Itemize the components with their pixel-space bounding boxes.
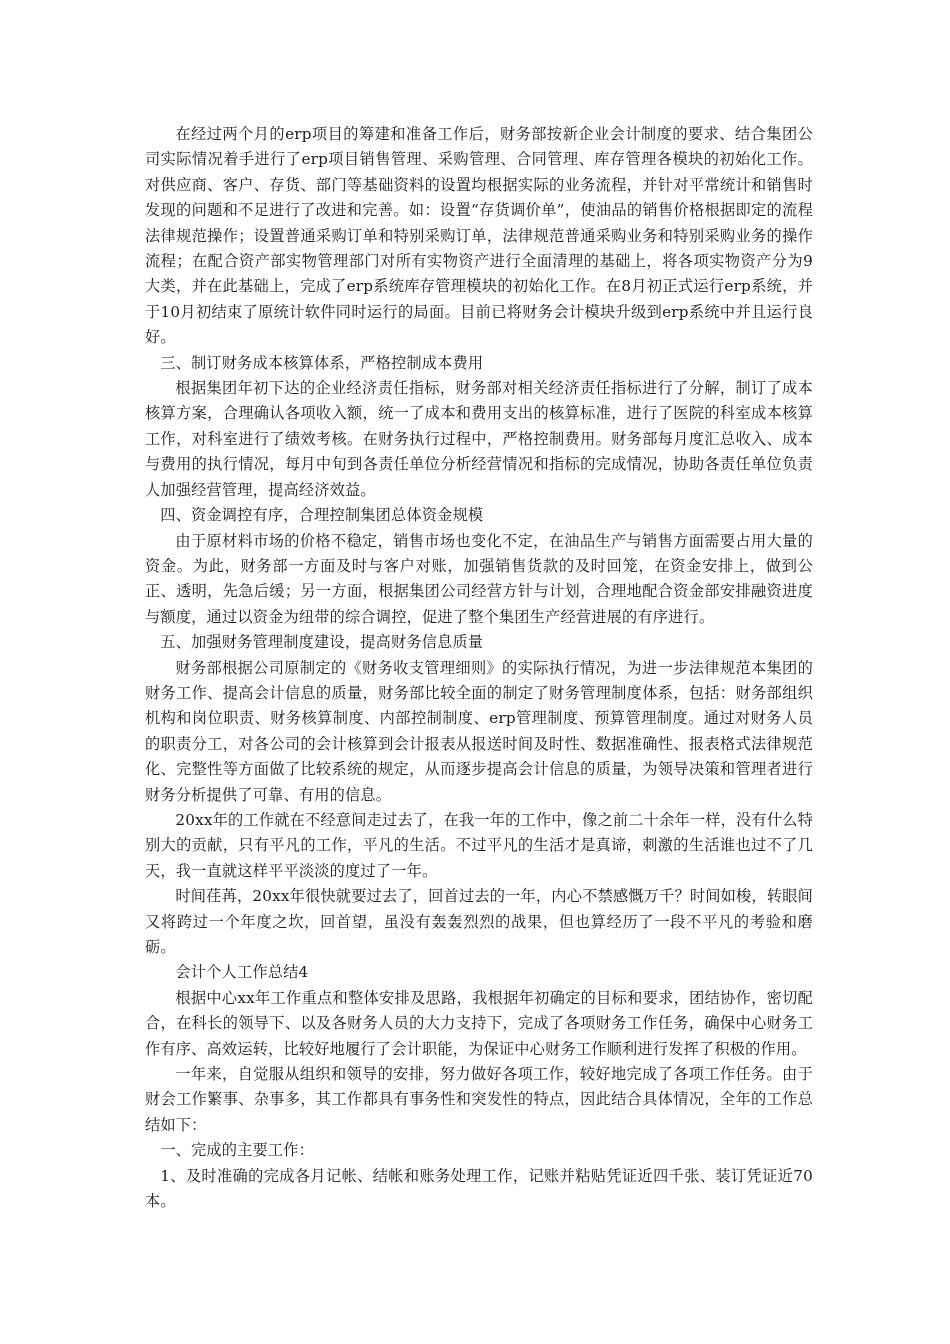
paragraph-management-system: 财务部根据公司原制定的《财务收支管理细则》的实际执行情况，为进一步法律规范本集团的财务工作、提高会计信息的质量，财务部比较全面的制定了财务管理制度体系，包括：财务部组织机构和岗位职责、财务核算制度、内部控制制度、erp管理制度、预算管理制度。通过对财务人员的职责分工，对各公司的会计核算到会计报表从报送时间及时性、数据准确性、报表格式法律规范化、完整性等方面做了比较系统的规定，从而逐步提高会计信息的质量，为领导决策和管理者进行财务分析提供了可靠、有用的信息。 — [145, 658, 813, 804]
summary-title-4: 会计个人工作总结4 — [175, 963, 309, 982]
paragraph-fund-control: 由于原材料市场的价格不稳定，销售市场也变化不定，在油品生产与销售方面需要占用大量的资金。为此，财务部一方面及时与客户对账，加强销售货款的及时回笼，在资金安排上，做到公正、透明，先急后缓；另一方面，根据集团公司经营方针与计划，合理地配合资金部安排融资进度与额度，通过以资金为纽带的综合调控，促进了整个集团生产经营进展的有序进行。 — [145, 531, 813, 626]
section-heading-main-work: 一、完成的主要工作： — [160, 1141, 315, 1160]
document-body — [145, 122, 813, 1214]
section-heading-5: 五、加强财务管理制度建设，提高财务信息质量 — [160, 633, 484, 652]
paragraph-one-year: 一年来，自觉服从组织和领导的安排，努力做好各项工作，较好地完成了各项工作任务。由于财会工作繁事、杂事多，其工作都具有事务性和突发性的特点，因此结合具体情况，全年的工作总结如下： — [145, 1065, 813, 1134]
paragraph-center-work: 根据中心xx年工作重点和整体安排及思路，我根据年初确定的目标和要求，团结协作，密切配合，在科长的领导下、以及各财务人员的大力支持下，完成了各项财务工作任务，确保中心财务工作有序、高效运转，比较好地履行了会计职能，为保证中心财务工作顺利进行发挥了积极的作用。 — [145, 988, 813, 1058]
list-item-1: 1、及时准确的完成各月记帐、结帐和账务处理工作，记账并粘贴凭证近四千张、装订凭证近70本。 — [145, 1166, 813, 1211]
paragraph-cost-accounting: 根据集团年初下达的企业经济责任指标，财务部对相关经济责任指标进行了分解，制订了成本核算方案，合理确认各项收入额，统一了成本和费用支出的核算标准，进行了医院的科室成本核算工作，对科室进行了绩效考核。在财务执行过程中，严格控制费用。财务部每月度汇总收入、成本与费用的执行情况，每月中旬到各责任单位分析经营情况和指标的完成情况，协助各责任单位负责人加强经营管理，提高经济效益。 — [145, 379, 813, 499]
section-heading-4: 四、资金调控有序，合理控制集团总体资金规模 — [160, 506, 484, 525]
paragraph-year-review: 20xx年的工作就在不经意间走过去了，在我一年的工作中，像之前二十余年一样，没有什么特别大的贡献，只有平凡的工作，平凡的生活。不过平凡的生活才是真谛，刺激的生活谁也过不了几天，我一直就这样平平淡淡的度过了一年。 — [145, 810, 813, 880]
paragraph-time-reflection: 时间荏苒，20xx年很快就要过去了，回首过去的一年，内心不禁感慨万千？时间如梭，转眼间又将跨过一个年度之坎，回首望，虽没有轰轰烈烈的战果，但也算经历了一段不平凡的考验和磨砺。 — [145, 887, 813, 956]
section-heading-3: 三、制订财务成本核算体系，严格控制成本费用 — [160, 353, 484, 372]
paragraph-erp-implementation: 在经过两个月的erp项目的筹建和准备工作后，财务部按新企业会计制度的要求、结合集团公司实际情况着手进行了erp项目销售管理、采购管理、合同管理、库存管理各模块的初始化工作。对供应商、客户、存货、部门等基础资料的设置均根据实际的业务流程，并针对平常统计和销售时发现的问题和不足进行了改进和完善。如：设置“存货调价单”，使油品的销售价格根据即定的流程法律规范操作；设置普通采购订单和特别采购订单，法律规范普通采购业务和特别采购业务的操作流程；在配合资产部实物管理部门对所有实物资产进行全面清理的基础上，将各项实物资产分为9大类，并在此基础上，完成了erp系统库存管理模块的初始化工作。在8月初正式运行erp系统，并于10月初结束了原统计软件同时运行的局面。目前已将财务会计模块升级到erp系统中并且运行良好。 — [145, 125, 813, 347]
